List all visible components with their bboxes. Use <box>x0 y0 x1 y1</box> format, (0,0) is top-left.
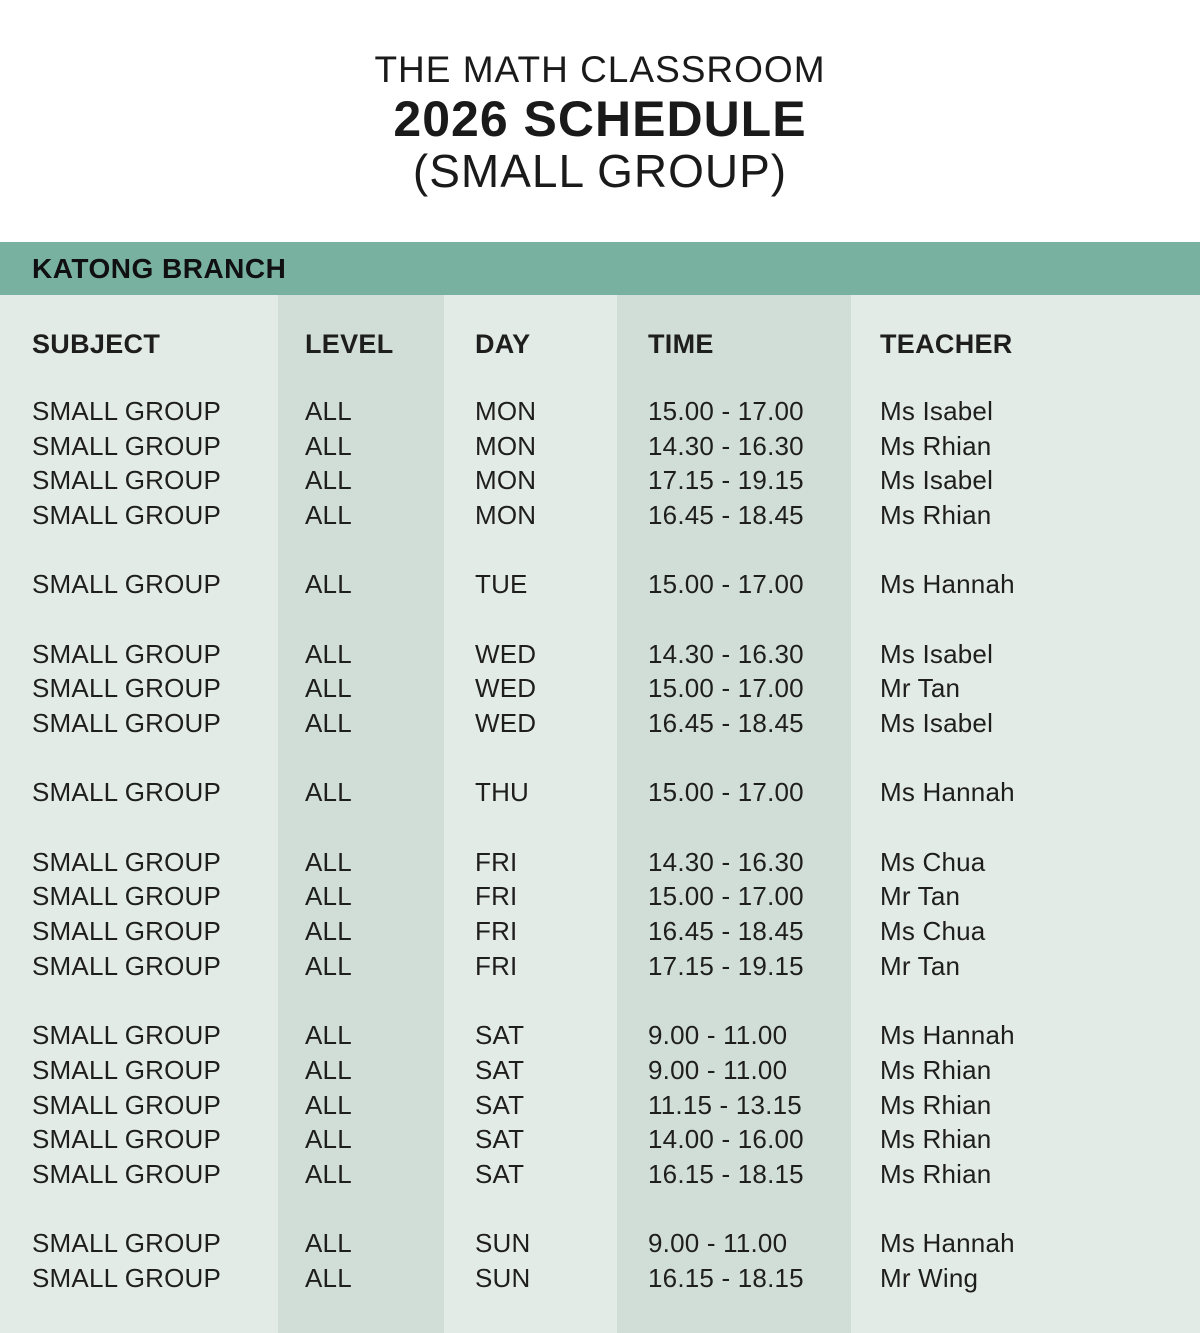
cell-time: 16.45 - 18.45 <box>648 708 804 739</box>
cell-subject: SMALL GROUP <box>32 1263 222 1294</box>
cell-time: 14.00 - 16.00 <box>648 1124 804 1155</box>
table-row <box>0 394 1200 429</box>
cell-day: SAT <box>475 1158 525 1189</box>
cell-subject: SMALL GROUP <box>32 916 222 947</box>
cell-level: ALL <box>305 708 352 739</box>
cell-time: 14.30 - 16.30 <box>648 430 804 461</box>
cell-level: ALL <box>305 916 352 947</box>
table-row <box>0 1122 1200 1157</box>
cell-level: ALL <box>305 881 352 912</box>
cell-time: 17.15 - 19.15 <box>648 465 804 496</box>
table-row <box>0 845 1200 880</box>
title-line-year: 2026 SCHEDULE <box>393 91 807 147</box>
table-row <box>0 498 1200 533</box>
cell-day: WED <box>475 673 537 704</box>
cell-level: ALL <box>305 1263 352 1294</box>
cell-day: WED <box>475 638 537 669</box>
cell-teacher: Ms Isabel <box>880 708 994 739</box>
cell-subject: SMALL GROUP <box>32 465 222 496</box>
table-row <box>0 637 1200 672</box>
cell-time: 14.30 - 16.30 <box>648 638 804 669</box>
cell-subject: SMALL GROUP <box>32 638 222 669</box>
cell-subject: SMALL GROUP <box>32 499 222 530</box>
cell-subject: SMALL GROUP <box>32 950 222 981</box>
cell-subject: SMALL GROUP <box>32 1124 222 1155</box>
cell-teacher: Ms Rhian <box>880 430 992 461</box>
table-row <box>0 463 1200 498</box>
table-row <box>0 1053 1200 1088</box>
cell-level: ALL <box>305 950 352 981</box>
table-row <box>0 914 1200 949</box>
header-teacher: TEACHER <box>880 328 1013 359</box>
cell-time: 9.00 - 11.00 <box>648 1054 788 1085</box>
cell-teacher: Ms Isabel <box>880 465 994 496</box>
cell-teacher: Mr Wing <box>880 1263 979 1294</box>
cell-day: MON <box>475 430 537 461</box>
cell-subject: SMALL GROUP <box>32 430 222 461</box>
cell-teacher: Ms Rhian <box>880 1124 992 1155</box>
cell-level: ALL <box>305 395 352 426</box>
cell-time: 16.45 - 18.45 <box>648 499 804 530</box>
cell-teacher: Ms Isabel <box>880 638 994 669</box>
cell-subject: SMALL GROUP <box>32 846 222 877</box>
cell-level: ALL <box>305 1158 352 1189</box>
cell-teacher: Mr Tan <box>880 673 961 704</box>
cell-time: 9.00 - 11.00 <box>648 1020 788 1051</box>
header-day: DAY <box>475 328 531 359</box>
cell-teacher: Ms Hannah <box>880 569 1015 600</box>
cell-level: ALL <box>305 1089 352 1120</box>
cell-day: THU <box>475 777 530 808</box>
cell-time: 15.00 - 17.00 <box>648 395 804 426</box>
cell-subject: SMALL GROUP <box>32 708 222 739</box>
cell-teacher: Ms Rhian <box>880 1158 992 1189</box>
cell-day: SAT <box>475 1124 525 1155</box>
cell-subject: SMALL GROUP <box>32 1228 222 1259</box>
cell-subject: SMALL GROUP <box>32 881 222 912</box>
table-row <box>0 672 1200 707</box>
title-line-group: (SMALL GROUP) <box>412 145 788 197</box>
cell-time: 11.15 - 13.15 <box>648 1089 802 1120</box>
cell-day: FRI <box>475 916 518 947</box>
schedule-table <box>0 295 1200 1333</box>
day-group-tue <box>0 567 1200 602</box>
cell-time: 15.00 - 17.00 <box>648 777 804 808</box>
table-row <box>0 776 1200 811</box>
cell-subject: SMALL GROUP <box>32 1158 222 1189</box>
branch-header-bar <box>0 242 1200 295</box>
cell-day: TUE <box>475 569 528 600</box>
table-row <box>0 706 1200 741</box>
table-row <box>0 567 1200 602</box>
cell-level: ALL <box>305 499 352 530</box>
cell-time: 9.00 - 11.00 <box>648 1228 788 1259</box>
cell-teacher: Ms Rhian <box>880 499 992 530</box>
cell-day: FRI <box>475 881 518 912</box>
table-row <box>0 1157 1200 1192</box>
cell-day: SAT <box>475 1020 525 1051</box>
cell-day: SAT <box>475 1054 525 1085</box>
cell-time: 15.00 - 17.00 <box>648 881 804 912</box>
cell-subject: SMALL GROUP <box>32 673 222 704</box>
cell-teacher: Ms Isabel <box>880 395 994 426</box>
cell-subject: SMALL GROUP <box>32 1089 222 1120</box>
branch-name: KATONG BRANCH <box>32 252 287 284</box>
cell-level: ALL <box>305 846 352 877</box>
day-group-sat <box>0 1018 1200 1191</box>
cell-day: SUN <box>475 1228 531 1259</box>
cell-teacher: Ms Rhian <box>880 1054 992 1085</box>
cell-time: 15.00 - 17.00 <box>648 569 804 600</box>
header-subject: SUBJECT <box>32 328 161 359</box>
table-header-row <box>0 326 1200 362</box>
cell-level: ALL <box>305 1054 352 1085</box>
cell-subject: SMALL GROUP <box>32 569 222 600</box>
cell-level: ALL <box>305 673 352 704</box>
cell-day: MON <box>475 465 537 496</box>
table-row <box>0 1227 1200 1262</box>
day-group-fri <box>0 845 1200 984</box>
cell-teacher: Mr Tan <box>880 950 961 981</box>
cell-time: 17.15 - 19.15 <box>648 950 804 981</box>
cell-day: FRI <box>475 950 518 981</box>
table-row <box>0 429 1200 464</box>
table-row <box>0 1088 1200 1123</box>
table-row <box>0 880 1200 915</box>
header-level: LEVEL <box>305 328 394 359</box>
cell-teacher: Ms Hannah <box>880 1228 1015 1259</box>
day-group-wed <box>0 637 1200 741</box>
day-group-sun <box>0 1227 1200 1296</box>
cell-time: 16.15 - 18.15 <box>648 1263 804 1294</box>
cell-time: 15.00 - 17.00 <box>648 673 804 704</box>
cell-level: ALL <box>305 638 352 669</box>
cell-level: ALL <box>305 465 352 496</box>
cell-level: ALL <box>305 777 352 808</box>
cell-day: FRI <box>475 846 518 877</box>
cell-subject: SMALL GROUP <box>32 1054 222 1085</box>
cell-time: 16.45 - 18.45 <box>648 916 804 947</box>
cell-teacher: Ms Rhian <box>880 1089 992 1120</box>
cell-teacher: Mr Tan <box>880 881 961 912</box>
cell-day: SAT <box>475 1089 525 1120</box>
cell-teacher: Ms Chua <box>880 916 986 947</box>
cell-subject: SMALL GROUP <box>32 1020 222 1051</box>
header-time: TIME <box>648 328 714 359</box>
cell-level: ALL <box>305 1228 352 1259</box>
cell-day: SUN <box>475 1263 531 1294</box>
day-group-mon <box>0 394 1200 533</box>
cell-level: ALL <box>305 1020 352 1051</box>
cell-day: MON <box>475 395 537 426</box>
cell-level: ALL <box>305 1124 352 1155</box>
cell-level: ALL <box>305 430 352 461</box>
page-title <box>0 46 1200 197</box>
cell-subject: SMALL GROUP <box>32 777 222 808</box>
cell-teacher: Ms Hannah <box>880 1020 1015 1051</box>
cell-subject: SMALL GROUP <box>32 395 222 426</box>
cell-day: WED <box>475 708 537 739</box>
cell-time: 16.15 - 18.15 <box>648 1158 804 1189</box>
table-row <box>0 949 1200 984</box>
table-row <box>0 1261 1200 1296</box>
cell-time: 14.30 - 16.30 <box>648 846 804 877</box>
cell-teacher: Ms Hannah <box>880 777 1015 808</box>
table-row <box>0 1018 1200 1053</box>
day-group-thu <box>0 776 1200 811</box>
cell-level: ALL <box>305 569 352 600</box>
cell-day: MON <box>475 499 537 530</box>
title-line-brand: THE MATH CLASSROOM <box>374 49 826 90</box>
cell-teacher: Ms Chua <box>880 846 986 877</box>
